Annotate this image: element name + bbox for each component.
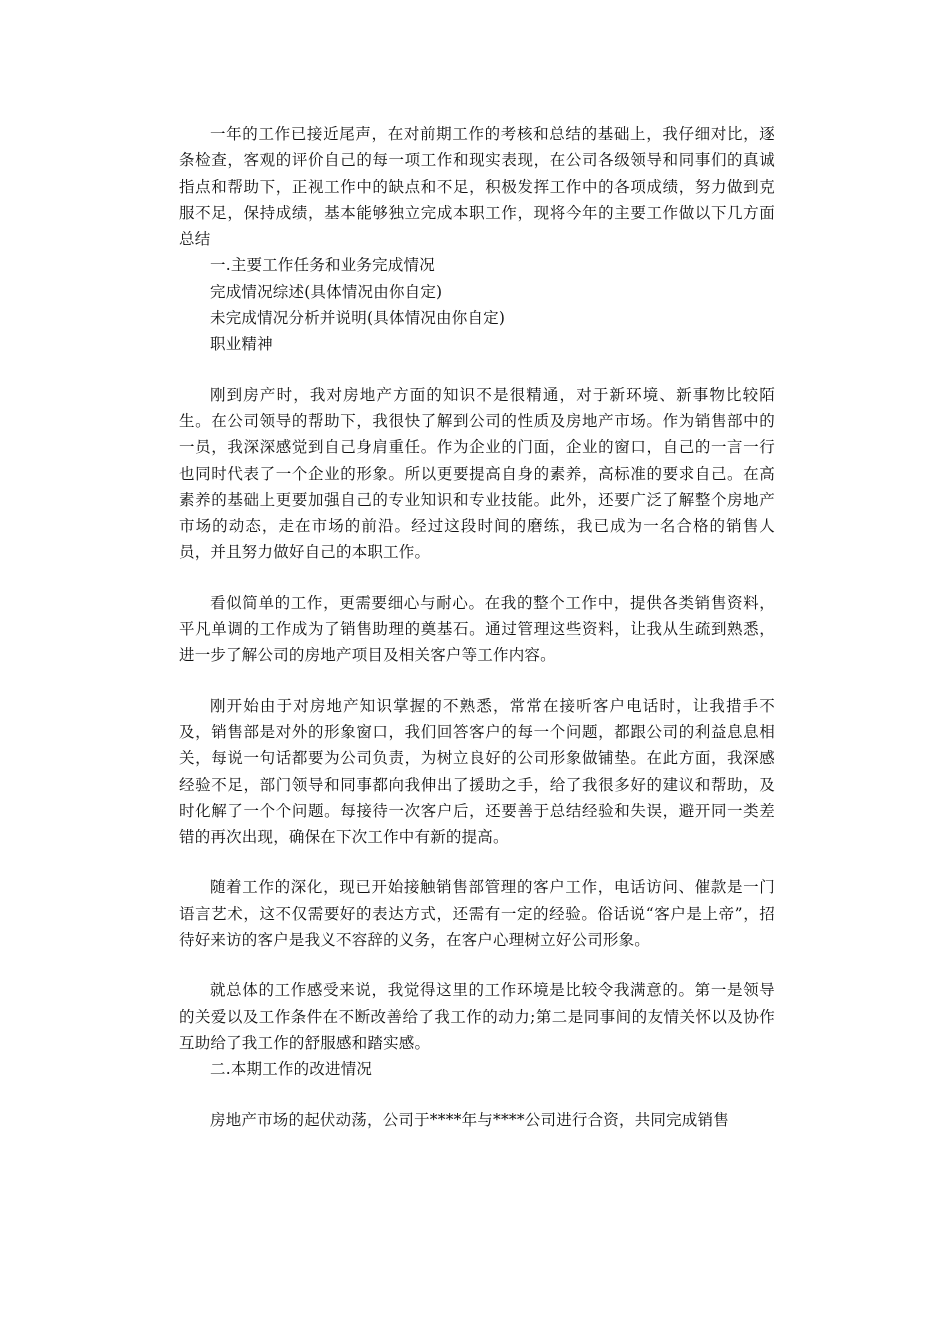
- section-one-heading: 一.主要工作任务和业务完成情况: [210, 256, 435, 275]
- paragraph-3: 刚开始由于对房地产知识掌握的不熟悉，常常在接听客户电话时，让我措手不及，销售部是对外的形象窗口，我们回答客户的每一个问题，都跟公司的利益息息相关，每说一句话都要为公司负责，为树立良好的公司形象做铺垫。在此方面，我深感经验不足，部门领导和同事都向我伸出了援助之手，给了我很多好的建议和帮助，及时化解了一个个问题。每接待一次客户后，还要善于总结经验和失误，避开同一类差错的再次出现，确保在下次工作中有新的提高。: [179, 696, 775, 847]
- intro-paragraph: 一年的工作已接近尾声，在对前期工作的考核和总结的基础上，我仔细对比，逐条检查，客观的评价自己的每一项工作和现实表现，在公司各级领导和同事们的真诚指点和帮助下，正视工作中的缺点和不足，积极发挥工作中的各项成绩，努力做到克服不足，保持成绩，基本能够独立完成本职工作，现将今年的主要工作做以下几方面总结: [179, 125, 775, 249]
- item-completion-summary: 完成情况综述(具体情况由你自定): [210, 282, 443, 301]
- paragraph-2: 看似简单的工作，更需要细心与耐心。在我的整个工作中，提供各类销售资料，平凡单调的工作成为了销售助理的奠基石。通过管理这些资料，让我从生疏到熟悉，进一步了解公司的房地产项目及相关客户等工作内容。: [179, 593, 775, 665]
- item-professional-spirit: 职业精神: [210, 335, 273, 354]
- section-two-heading: 二.本期工作的改进情况: [210, 1060, 373, 1079]
- paragraph-5: 就总体的工作感受来说，我觉得这里的工作环境是比较令我满意的。第一是领导的关爱以及工作条件在不断改善给了我工作的动力;第二是同事间的友情关怀以及协作互助给了我工作的舒服感和踏实感。: [179, 981, 775, 1052]
- paragraph-6: 房地产市场的起伏动荡，公司于****年与****公司进行合资，共同完成销售: [210, 1110, 729, 1129]
- paragraph-4: 随着工作的深化，现已开始接触销售部管理的客户工作，电话访问、催款是一门语言艺术，这不仅需要好的表达方式，还需有一定的经验。俗话说“客户是上帝”，招待好来访的客户是我义不容辞的义务，在客户心理树立好公司形象。: [179, 878, 775, 950]
- document-body: [179, 121, 775, 1133]
- item-incomplete-analysis: 未完成情况分析并说明(具体情况由你自定): [210, 309, 506, 328]
- paragraph-1: 刚到房产时，我对房地产方面的知识不是很精通，对于新环境、新事物比较陌生。在公司领导的帮助下，我很快了解到公司的性质及房地产市场。作为销售部中的一员，我深深感觉到自己身肩重任。作为企业的门面，企业的窗口，自己的一言一行也同时代表了一个企业的形象。所以更要提高自身的素养，高标准的要求自己。在高素养的基础上更要加强自己的专业知识和专业技能。此外，还要广泛了解整个房地产市场的动态，走在市场的前沿。经过这段时间的磨练，我已成为一名合格的销售人员，并且努力做好自己的本职工作。: [179, 385, 775, 562]
